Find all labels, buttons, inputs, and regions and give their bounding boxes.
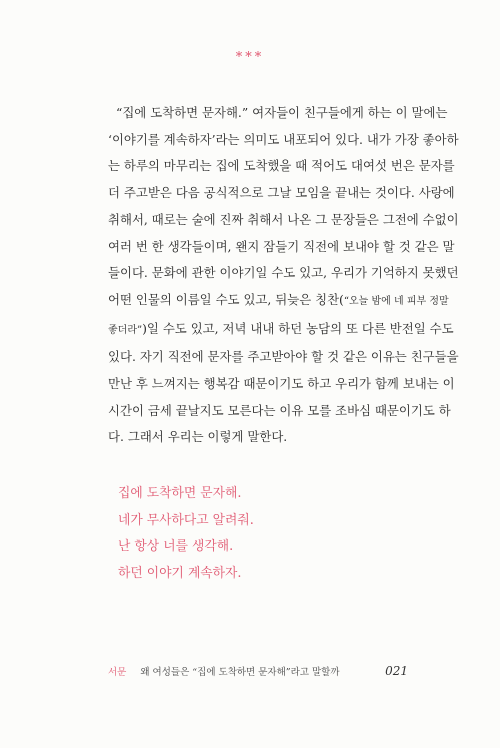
section-label: 서문 (108, 667, 127, 678)
paragraph-line (108, 316, 454, 345)
quote-line: 난 항상 너를 생각해. (118, 539, 234, 554)
paragraph-line: “집에 도착하면 문자해.” 여자들이 친구들에게 하는 이 말에는 (116, 105, 448, 120)
quote-line: 집에 도착하면 문자해. (118, 486, 242, 501)
paragraph-text: )일 수도 있고, 저녁 내내 하던 농담의 또 다른 반전일 수도 (142, 320, 454, 336)
body-paragraph (108, 100, 459, 451)
paragraph-line: 들이다. 문화에 관한 이야기일 수도 있고, 우리가 기억하지 못했던 (108, 265, 459, 281)
highlighted-quote (118, 481, 378, 587)
inline-quote-small: 좋더라” (108, 324, 143, 336)
section-ornament: *** (235, 50, 265, 65)
page-number: 021 (385, 664, 408, 678)
paragraph-line: 있다. 자기 직전에 문자를 주고받아야 할 것 같은 이유는 친구들을 (108, 349, 459, 365)
paragraph-line: 취해서, 때로는 술에 진짜 취해서 나온 그 문장들은 그전에 수없이 (108, 211, 459, 227)
paragraph-line: 시간이 금세 끝날지도 모른다는 이유 모를 조바심 때문이기도 하 (108, 402, 451, 418)
quote-line: 하던 이야기 계속하자. (118, 565, 242, 581)
paragraph-line: 다. 그래서 우리는 이렇게 말한다. (108, 429, 288, 445)
paragraph-line (108, 287, 449, 316)
page-footer (108, 664, 408, 678)
paragraph-line: 는 하루의 마무리는 집에 도착했을 때 적어도 대여섯 번은 문자를 (108, 158, 455, 174)
paragraph-text: 어떤 인물의 이름일 수도 있고, 뒤늦은 칭찬( (108, 291, 344, 307)
paragraph-line: 더 주고받은 다음 공식적으로 그날 모임을 끝내는 것이다. 사랑에 (108, 185, 455, 201)
running-title: 왜 여성들은 “집에 도착하면 문자해”라고 말할까 (140, 667, 340, 678)
paragraph-line: 만난 후 느껴지는 행복감 때문이기도 하고 우리가 함께 보내는 이 (108, 376, 455, 392)
inline-quote-small: “오늘 밤에 네 피부 정말 (343, 295, 449, 307)
paragraph-line: ‘이야기를 계속하자’라는 의미도 내포되어 있다. 내가 가장 좋아하 (108, 131, 459, 147)
quote-line: 네가 무사하다고 알려줘. (118, 512, 254, 528)
paragraph-line: 여러 번 한 생각들이며, 왠지 잠들기 직전에 보내야 할 것 같은 말 (108, 238, 455, 254)
